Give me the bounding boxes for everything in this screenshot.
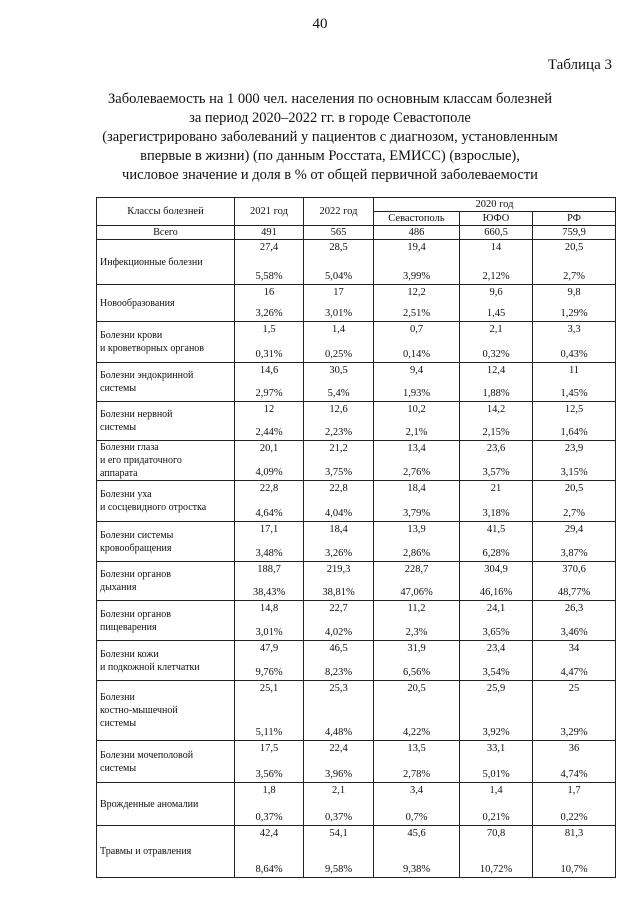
cell-share: 0,22% [560, 812, 588, 823]
row-label: Болезни нервной системы [97, 402, 235, 441]
cell-value: 11,2 [407, 603, 426, 614]
cell-share: 4,22% [402, 727, 431, 738]
cell-share: 1,45 [486, 308, 506, 319]
cell-value: 36 [568, 743, 580, 754]
cell-value: 13,9 [407, 524, 426, 535]
table-row [97, 601, 616, 641]
cell-share: 4,48% [324, 727, 353, 738]
cell-value: 23,4 [486, 643, 506, 654]
cell-value: 1,5 [262, 324, 276, 335]
row-label: Болезни органов пищеварения [97, 601, 235, 641]
cell-value: 1,8 [262, 785, 276, 796]
cell-rf [533, 783, 616, 826]
cell-share: 0,21% [482, 812, 510, 823]
cell-v2022 [304, 522, 374, 562]
cell-share: 0,7% [405, 812, 428, 823]
row-label: Болезни мочеполовой системы [97, 741, 235, 783]
cell-v2021 [235, 402, 304, 441]
cell-share: 38,81% [322, 587, 355, 598]
cell-share: 3,92% [482, 727, 510, 738]
cell-value: 188,7 [257, 564, 281, 575]
cell-value: 47,9 [259, 643, 279, 654]
cell-ufo [460, 522, 533, 562]
cell-sev [374, 641, 460, 681]
cell-value: 25 [568, 683, 580, 694]
cell-value: 12,5 [564, 404, 584, 415]
table-caption [60, 90, 600, 185]
cell-ufo [460, 322, 533, 363]
cell-share: 8,23% [324, 667, 353, 678]
cell-value: 24,1 [486, 603, 506, 614]
cell-v2022 [304, 562, 374, 601]
cell-value: 1,4 [489, 785, 503, 796]
cell-v2021 [235, 641, 304, 681]
cell-value: 565 [304, 226, 374, 240]
cell-value: 11 [568, 365, 580, 376]
caption-line: Заболеваемость на 1 000 чел. населения по основным классам болезней [108, 91, 552, 107]
cell-v2021 [235, 481, 304, 522]
cell-share: 3,46% [560, 627, 588, 638]
cell-sev [374, 681, 460, 741]
cell-v2022 [304, 240, 374, 285]
cell-rf [533, 522, 616, 562]
cell-ufo [460, 363, 533, 402]
cell-value: 25,1 [259, 683, 279, 694]
cell-value: 12,2 [407, 287, 426, 298]
cell-sev [374, 363, 460, 402]
cell-value: 12,6 [329, 404, 348, 415]
cell-share: 10,72% [479, 864, 513, 875]
cell-value: 81,3 [564, 828, 584, 839]
cell-share: 2,44% [255, 427, 283, 438]
cell-ufo [460, 783, 533, 826]
header-ufo: ЮФО [460, 212, 533, 226]
cell-v2021 [235, 681, 304, 741]
cell-share: 3,26% [324, 548, 353, 559]
cell-share: 0,37% [324, 812, 353, 823]
cell-value: 13,5 [407, 743, 426, 754]
cell-share: 4,47% [560, 667, 588, 678]
cell-share: 3,48% [255, 548, 283, 559]
caption-line: впервые в жизни) (по данным Росстата, ЕМИСС) (взрослые), [140, 148, 520, 164]
cell-sev [374, 741, 460, 783]
cell-v2021 [235, 322, 304, 363]
cell-ufo [460, 402, 533, 441]
cell-value: 30,5 [329, 365, 348, 376]
cell-rf [533, 363, 616, 402]
cell-share: 5,01% [482, 769, 510, 780]
cell-value: 660,5 [460, 226, 533, 240]
total-row [97, 226, 616, 240]
header-sevastopol: Севастополь [374, 212, 460, 226]
cell-share: 5,4% [327, 388, 350, 399]
cell-share: 9,38% [402, 864, 431, 875]
cell-value: 2,1 [489, 324, 503, 335]
cell-value: 10,2 [407, 404, 426, 415]
caption-line: числовое значение и доля в % от общей первичной заболеваемости [122, 167, 538, 183]
cell-value: 26,3 [564, 603, 584, 614]
cell-rf [533, 641, 616, 681]
cell-share: 3,65% [482, 627, 510, 638]
cell-sev [374, 285, 460, 322]
cell-share: 5,04% [324, 271, 353, 282]
cell-share: 38,43% [252, 587, 286, 598]
cell-value: 16 [263, 287, 275, 298]
table-label: Таблица 3 [547, 57, 612, 73]
cell-v2022 [304, 322, 374, 363]
cell-value: 9,4 [409, 365, 424, 376]
table-row [97, 322, 616, 363]
row-label: Инфекционные болезни [97, 240, 235, 285]
cell-value: 219,3 [326, 564, 351, 575]
cell-value: 17,5 [259, 743, 279, 754]
morbidity-table [96, 197, 616, 878]
cell-value: 14,6 [259, 365, 279, 376]
cell-share: 0,14% [402, 349, 431, 360]
table-row [97, 441, 616, 481]
cell-value: 27,4 [259, 242, 279, 253]
cell-v2022 [304, 441, 374, 481]
cell-sev [374, 601, 460, 641]
cell-share: 4,74% [560, 769, 588, 780]
cell-value: 42,4 [259, 828, 279, 839]
cell-sev [374, 481, 460, 522]
cell-share: 2,86% [402, 548, 431, 559]
cell-rf [533, 741, 616, 783]
cell-value: 20,1 [259, 443, 279, 454]
cell-value: 23,6 [486, 443, 506, 454]
table-row [97, 481, 616, 522]
cell-v2021 [235, 240, 304, 285]
cell-value: 22,4 [329, 743, 348, 754]
page-number: 40 [312, 16, 328, 32]
cell-share: 2,15% [482, 427, 510, 438]
cell-v2021 [235, 601, 304, 641]
row-label: Всего [97, 226, 235, 240]
header-2021: 2021 год [235, 198, 304, 226]
cell-sev [374, 783, 460, 826]
cell-v2021 [235, 562, 304, 601]
cell-value: 28,5 [329, 242, 348, 253]
cell-rf [533, 826, 616, 878]
cell-v2021 [235, 441, 304, 481]
table-row [97, 285, 616, 322]
cell-value: 1,7 [567, 785, 581, 796]
cell-ufo [460, 285, 533, 322]
cell-v2022 [304, 826, 374, 878]
cell-value: 20,5 [564, 483, 584, 494]
cell-value: 14,2 [486, 404, 506, 415]
row-label: Новообразования [97, 285, 235, 322]
table-row [97, 363, 616, 402]
cell-sev [374, 322, 460, 363]
cell-value: 29,4 [564, 524, 584, 535]
cell-share: 3,01% [324, 308, 353, 319]
cell-share: 2,1% [405, 427, 428, 438]
cell-value: 491 [235, 226, 304, 240]
cell-value: 45,6 [407, 828, 426, 839]
cell-rf [533, 402, 616, 441]
header-class: Классы болезней [97, 198, 235, 226]
row-label: Болезни системы кровообращения [97, 522, 235, 562]
cell-share: 1,64% [560, 427, 588, 438]
cell-value: 25,9 [486, 683, 506, 694]
cell-value: 3,3 [567, 324, 581, 335]
cell-sev [374, 240, 460, 285]
cell-share: 10,7% [560, 864, 588, 875]
cell-share: 3,79% [402, 508, 431, 519]
table-row [97, 240, 616, 285]
cell-value: 20,5 [564, 242, 584, 253]
cell-share: 0,31% [255, 349, 283, 360]
cell-value: 14,8 [259, 603, 279, 614]
table-row [97, 562, 616, 601]
cell-rf [533, 240, 616, 285]
row-label: Травмы и отравления [97, 826, 235, 878]
cell-share: 3,57% [482, 467, 510, 478]
cell-value: 21,2 [329, 443, 348, 454]
cell-share: 0,32% [482, 349, 510, 360]
header-2022: 2022 год [304, 198, 374, 226]
cell-value: 9,6 [489, 287, 503, 298]
cell-share: 0,43% [560, 349, 588, 360]
cell-share: 3,56% [255, 769, 283, 780]
cell-share: 3,75% [324, 467, 353, 478]
cell-ufo [460, 481, 533, 522]
cell-v2021 [235, 285, 304, 322]
table-row [97, 641, 616, 681]
cell-share: 3,18% [482, 508, 510, 519]
cell-share: 3,26% [255, 308, 283, 319]
cell-share: 6,28% [482, 548, 510, 559]
cell-share: 2,7% [563, 508, 585, 519]
cell-v2022 [304, 783, 374, 826]
cell-value: 0,7 [409, 324, 424, 335]
cell-rf [533, 562, 616, 601]
cell-value: 18,4 [329, 524, 348, 535]
cell-value: 70,8 [486, 828, 506, 839]
cell-v2022 [304, 641, 374, 681]
cell-value: 31,9 [407, 643, 426, 654]
row-label: Болезни уха и сосцевидного отростка [97, 481, 235, 522]
cell-ufo [460, 681, 533, 741]
cell-v2021 [235, 826, 304, 878]
cell-share: 5,58% [255, 271, 283, 282]
cell-v2021 [235, 741, 304, 783]
cell-share: 1,29% [560, 308, 588, 319]
cell-share: 2,97% [255, 388, 283, 399]
row-label: Болезни эндокринной системы [97, 363, 235, 402]
cell-value: 17 [333, 287, 344, 298]
cell-share: 2,12% [482, 271, 510, 282]
cell-value: 2,1 [331, 785, 346, 796]
cell-value: 14 [490, 242, 502, 253]
cell-v2022 [304, 601, 374, 641]
cell-v2021 [235, 783, 304, 826]
cell-v2022 [304, 481, 374, 522]
cell-value: 228,7 [404, 564, 429, 575]
row-label: Болезни глаза и его придаточного аппарата [97, 441, 235, 481]
caption-line: за период 2020–2022 гг. в городе Севастополе [189, 110, 471, 126]
table-row [97, 522, 616, 562]
table-row [97, 826, 616, 878]
cell-share: 4,09% [255, 467, 283, 478]
cell-v2021 [235, 522, 304, 562]
row-label: Врожденные аномалии [97, 783, 235, 826]
cell-ufo [460, 562, 533, 601]
row-label: Болезни костно-мышечной системы [97, 681, 235, 741]
cell-share: 9,76% [255, 667, 283, 678]
row-label: Болезни кожи и подкожной клетчатки [97, 641, 235, 681]
cell-share: 2,51% [402, 308, 431, 319]
cell-share: 3,01% [255, 627, 283, 638]
cell-share: 9,58% [324, 864, 353, 875]
cell-share: 2,7% [563, 271, 585, 282]
cell-share: 4,02% [324, 627, 353, 638]
cell-share: 0,37% [255, 812, 283, 823]
cell-share: 3,15% [560, 467, 588, 478]
cell-sev [374, 402, 460, 441]
cell-ufo [460, 741, 533, 783]
cell-share: 3,29% [560, 727, 588, 738]
cell-share: 47,06% [400, 587, 433, 598]
cell-value: 18,4 [407, 483, 426, 494]
cell-ufo [460, 601, 533, 641]
table-row [97, 783, 616, 826]
cell-value: 22,8 [259, 483, 279, 494]
cell-v2022 [304, 741, 374, 783]
cell-rf [533, 681, 616, 741]
cell-rf [533, 441, 616, 481]
cell-share: 4,04% [324, 508, 353, 519]
cell-share: 1,88% [482, 388, 510, 399]
cell-sev [374, 562, 460, 601]
cell-value: 304,9 [484, 564, 508, 575]
table-row [97, 681, 616, 741]
cell-sev [374, 441, 460, 481]
cell-share: 3,87% [560, 548, 588, 559]
cell-rf [533, 481, 616, 522]
cell-ufo [460, 441, 533, 481]
row-label: Болезни органов дыхания [97, 562, 235, 601]
cell-value: 34 [568, 643, 580, 654]
cell-ufo [460, 641, 533, 681]
cell-share: 3,54% [482, 667, 510, 678]
cell-share: 2,76% [402, 467, 431, 478]
cell-value: 21 [490, 483, 502, 494]
caption-line: (зарегистрировано заболеваний у пациентов с диагнозом, установленным [102, 129, 558, 145]
cell-share: 4,64% [255, 508, 283, 519]
cell-value: 54,1 [329, 828, 348, 839]
cell-value: 23,9 [564, 443, 584, 454]
cell-value: 33,1 [486, 743, 506, 754]
cell-v2021 [235, 363, 304, 402]
cell-ufo [460, 826, 533, 878]
cell-share: 2,78% [402, 769, 431, 780]
cell-value: 759,9 [533, 226, 616, 240]
cell-share: 6,56% [402, 667, 431, 678]
cell-share: 3,96% [324, 769, 353, 780]
cell-share: 1,45% [560, 388, 588, 399]
cell-value: 22,7 [329, 603, 348, 614]
header-2020-group: 2020 год [374, 198, 616, 212]
cell-value: 46,5 [329, 643, 348, 654]
cell-share: 0,25% [324, 349, 353, 360]
cell-share: 3,99% [402, 271, 431, 282]
cell-rf [533, 322, 616, 363]
cell-share: 5,11% [255, 727, 283, 738]
cell-share: 2,23% [324, 427, 353, 438]
cell-value: 3,4 [409, 785, 424, 796]
cell-share: 8,64% [255, 864, 283, 875]
cell-sev [374, 826, 460, 878]
cell-value: 370,6 [562, 564, 586, 575]
cell-share: 2,3% [405, 627, 428, 638]
cell-value: 13,4 [407, 443, 426, 454]
cell-value: 486 [374, 226, 460, 240]
cell-value: 17,1 [259, 524, 279, 535]
cell-value: 22,8 [329, 483, 348, 494]
cell-share: 48,77% [557, 587, 591, 598]
row-label: Болезни крови и кроветворных органов [97, 322, 235, 363]
cell-v2022 [304, 285, 374, 322]
cell-value: 19,4 [407, 242, 426, 253]
table-row [97, 741, 616, 783]
cell-share: 1,93% [402, 388, 431, 399]
cell-value: 41,5 [486, 524, 506, 535]
cell-sev [374, 522, 460, 562]
cell-value: 20,5 [407, 683, 426, 694]
header-rf: РФ [533, 212, 616, 226]
cell-value: 12 [263, 404, 275, 415]
cell-value: 9,8 [567, 287, 581, 298]
cell-ufo [460, 240, 533, 285]
cell-share: 46,16% [479, 587, 513, 598]
cell-v2022 [304, 681, 374, 741]
cell-value: 12,4 [486, 365, 506, 376]
cell-rf [533, 285, 616, 322]
table-row [97, 402, 616, 441]
cell-value: 1,4 [331, 324, 346, 335]
cell-v2022 [304, 402, 374, 441]
cell-v2022 [304, 363, 374, 402]
cell-rf [533, 601, 616, 641]
cell-value: 25,3 [329, 683, 348, 694]
